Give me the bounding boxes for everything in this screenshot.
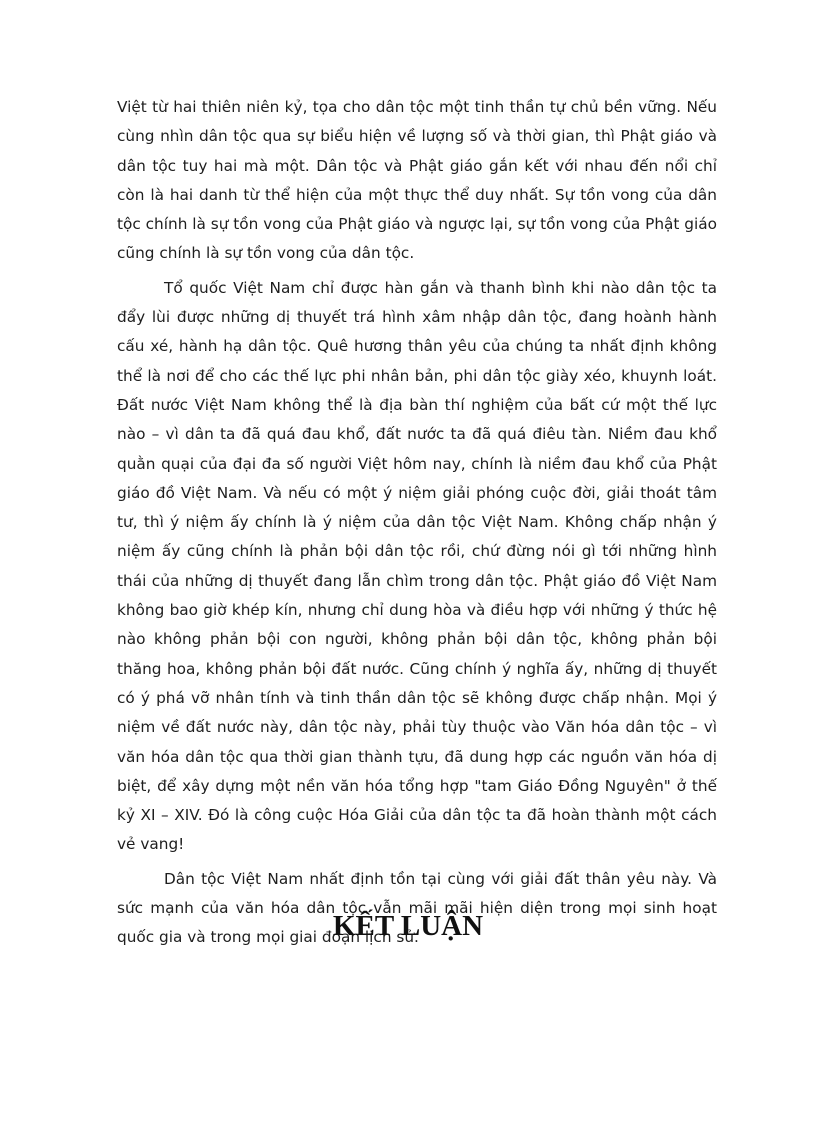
body-text bbox=[117, 93, 717, 958]
section-heading: KẾT LUẬN bbox=[332, 910, 484, 942]
paragraph-1: Việt từ hai thiên niên kỷ, tọa cho dân tộc một tinh thần tự chủ bền vững. Nếu cùng nhìn dân tộc qua sự biểu hiện về lượng số và thời gian, thì Phật giáo và dân tộc tuy hai mà một. Dân tộc và Phật giáo gắn kết với nhau đến nổi chỉ còn là hai danh từ thể hiện của một thực thể duy nhất. Sự tồn vong của dân tộc chính là sự tồn vong của Phật giáo và ngược lại, sự tồn vong của Phật giáo cũng chính là sự tồn vong của dân tộc. bbox=[117, 98, 717, 263]
paragraph-3: Dân tộc Việt Nam nhất định tồn tại cùng với giải đất thân yêu này. Và sức mạnh của văn hóa dân tộc vẫn mãi mãi hiện diện trong mọi sinh hoạt quốc gia và trong mọi giai đoạn lịch sử. bbox=[117, 869, 717, 947]
paragraph-2: Tổ quốc Việt Nam chỉ được hàn gắn và thanh bình khi nào dân tộc ta đẩy lùi được những dị thuyết trá hình xâm nhập dân tộc, đang hoành hành cấu xé, hành hạ dân tộc. Quê hương thân yêu của chúng ta nhất định không thể là nơi để cho các thế lực phi nhân bản, phi dân tộc giày xéo, khuynh loát. Đất nước Việt Nam không thể là địa bàn thí nghiệm của bất cứ một thế lực nào – vì dân ta đã quá đau khổ, đất nước ta đã quá điêu tàn. Niềm đau khổ quằn quại của đại đa số người Việt hôm nay, chính là niềm đau khổ của Phật giáo đồ Việt Nam. Và nếu có một ý niệm giải phóng cuộc đời, giải thoát tâm tư, thì ý niệm ấy chính là ý niệm của dân tộc Việt Nam. Không chấp nhận ý niệm ấy cũng chính là phản bội dân tộc rồi, chứ đừng nói gì tới những hình thái của những dị thuyết đang lẫn chìm trong dân tộc. Phật giáo đồ Việt Nam không bao giờ khép kín, nhưng chỉ dung hòa và điều hợp với những ý thức hệ nào không phản bội con người, không phản bội dân tộc, không phản bội thăng hoa, không phản bội đất nước. Cũng chính ý nghĩa ấy, những dị thuyết có ý phá vỡ nhân tính và tinh thần dân tộc sẽ không được chấp nhận. Mọi ý niệm về đất nước này, dân tộc này, phải tùy thuộc vào Văn hóa dân tộc – vì văn hóa dân tộc qua thời gian thành tựu, đã dung hợp các nguồn văn hóa dị biệt, để xây dựng một nền văn hóa tổng hợp "tam Giáo Đồng Nguyên" ở thế kỷ XI – XIV. Đó là công cuộc Hóa Giải của dân tộc ta đã hoàn thành một cách vẻ vang! bbox=[117, 278, 717, 854]
